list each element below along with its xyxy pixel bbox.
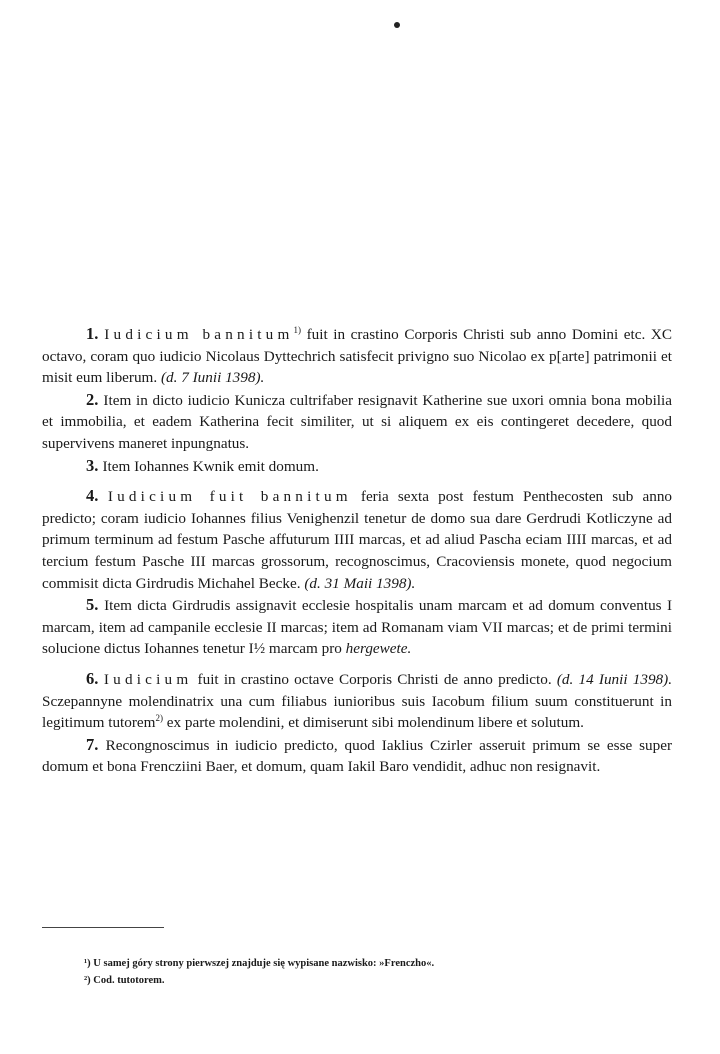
entry-7 — [42, 734, 672, 778]
document-body — [42, 323, 672, 778]
date-note: (d. 31 Maii 1398). — [304, 574, 416, 592]
entry-text: Iudicium fuit bannitum — [107, 488, 352, 506]
footnote-2: ²) Cod. tutotorem. — [84, 975, 165, 986]
footnotes — [84, 955, 684, 989]
entry-text: Item Iohannes Kwnik emit domum. — [102, 457, 319, 475]
entry-3 — [42, 455, 672, 478]
entry-text: fuit in crastino Corporis Christi sub anno Domini etc. XC octavo, coram quo iudicio Nicolaus Dyttechrich satisfecit privigno suo Nicolao ex p[arte] patrimonii et misit eum liberum. — [42, 326, 672, 387]
date-note: hergewete. — [345, 640, 412, 658]
entry-text: Item dicta Girdrudis assignavit ecclesie hospitalis unam marcam et ad domum conventus I marcam, item ad campanile ecclesie II marcas; item ad Romanam viam VII marcas; et de primi termini solucione dictus Iohannes tenetur I½ marcam pro — [42, 597, 673, 658]
entry-text: feria sexta post festum Penthecosten sub anno predicto; coram iudicio Iohannes filius Venighenzil tenetur de domo sua dare Gerdrudi Kotliczyne ad primum terminum ad festum Pasche affuturum IIII marcas, et ad aliud Pascha eciam IIII marcas, et ad tercium festum Pasche III marcas grossorum, recognoscimus, Cracoviensis monete, quod negocium commisit dicta Girdrudis Michahel Becke. — [42, 488, 673, 592]
entry-1 — [42, 323, 672, 389]
entry-number: 5. — [86, 595, 105, 615]
date-note: (d. 14 Iunii 1398). — [556, 670, 673, 688]
footnote-ref: 1) — [293, 324, 301, 335]
footnote-1: ¹) U samej góry strony pierwszej znajduje się wypisane nazwisko: »Frenczho«. — [84, 958, 435, 969]
entry-number: 1. — [86, 324, 105, 343]
entry-6 — [42, 668, 672, 734]
entry-text: Iudicium bannitum — [104, 326, 294, 343]
entry-number: 6. — [86, 668, 104, 688]
entry-text: Recongnoscimus in iudicio predicto, quod Iaklius Czirler asseruit primum se esse super domum et bona Frencziini Baer, et domum, quam Iakil Baro vendidit, adhuc non resignavit. — [42, 736, 673, 776]
entry-4 — [42, 485, 672, 594]
entry-2 — [42, 389, 672, 455]
footnote-ref: 2) — [155, 713, 163, 724]
entry-text: Item in dicto iudicio Kunicza cultrifaber resignavit Katherine sue uxori omnia bona mobilia et immobilia, et eadem Katherina fecit similiter, ut si aliquem ex eis contingeret decedere, quod supervivens maneret inpungnatus. — [42, 391, 672, 452]
entry-text: ex parte molendini, et dimiserunt sibi molendinum libere et solutum. — [162, 714, 584, 732]
entry-text: Sczepannyne molendinatrix una cum filiabus iunioribus suis Iacobum filium suum constituerunt in legitimum tutorem — [42, 692, 672, 732]
page-mark-dot — [394, 22, 400, 28]
entry-text: fuit in crastino octave Corporis Christi de anno predicto. — [192, 670, 557, 688]
entry-number: 2. — [86, 389, 104, 409]
footnote-rule — [42, 927, 164, 928]
entry-number: 4. — [86, 486, 108, 506]
entry-5 — [42, 594, 672, 660]
entry-number: 3. — [86, 455, 103, 475]
entry-number: 7. — [86, 734, 106, 754]
date-note: (d. 7 Iunii 1398). — [160, 369, 265, 387]
entry-text: Iudicium — [103, 670, 193, 688]
